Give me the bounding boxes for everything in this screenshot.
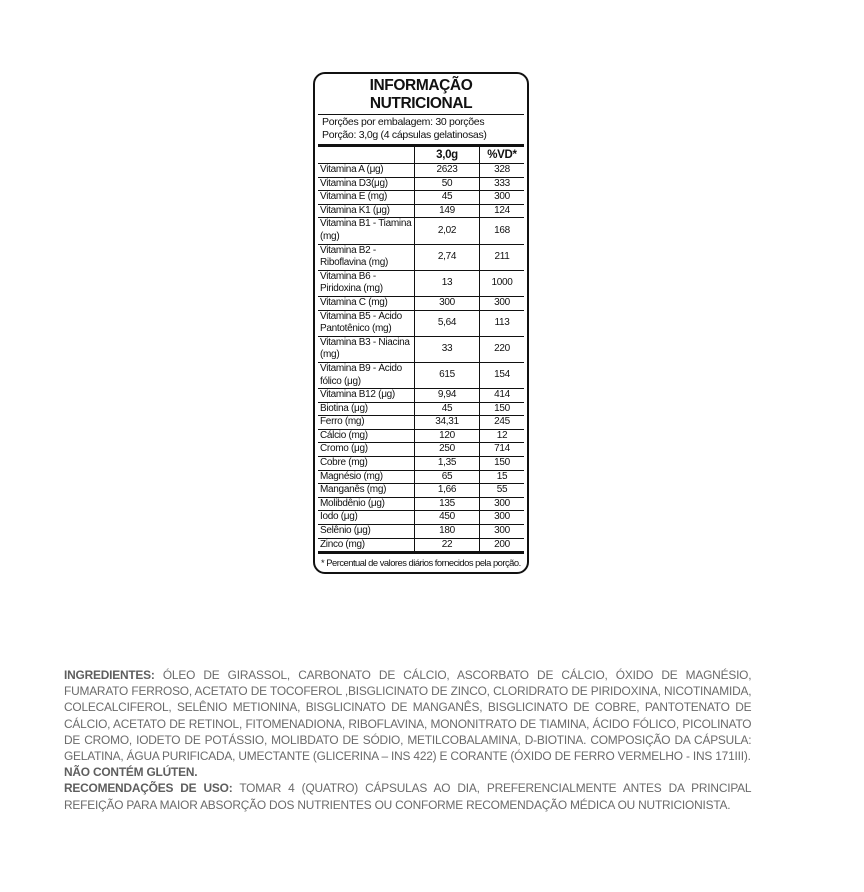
nutrient-name: Cálcio (mg): [318, 429, 415, 443]
header-nutrient: [318, 147, 415, 164]
nutrient-daily-value: 150: [480, 457, 525, 471]
label-title: INFORMAÇÃO NUTRICIONAL: [318, 76, 524, 115]
nutrition-table-body: [318, 164, 524, 552]
nutrient-quantity: 2,02: [415, 218, 480, 244]
nutrient-name: Vitamina D3(μg): [318, 177, 415, 191]
recommendations-paragraph: [64, 780, 751, 812]
footnote: * Percentual de valores diários fornecidos pela porção.: [318, 552, 524, 568]
servings-per-package: Porções por embalagem: 30 porções: [322, 116, 485, 128]
nutrient-name: Vitamina B1 - Tiamina (mg): [318, 218, 415, 244]
ingredients-block: [64, 667, 751, 813]
table-row: [318, 511, 524, 525]
nutrient-name: Magnésio (mg): [318, 470, 415, 484]
nutrient-daily-value: 333: [480, 177, 525, 191]
nutrient-name: Vitamina C (mg): [318, 296, 415, 310]
nutrient-daily-value: 220: [480, 336, 525, 362]
table-row: [318, 362, 524, 388]
table-row: [318, 177, 524, 191]
nutrient-quantity: 2,74: [415, 244, 480, 270]
nutrient-daily-value: 12: [480, 429, 525, 443]
nutrient-daily-value: 245: [480, 416, 525, 430]
table-row: [318, 402, 524, 416]
nutrient-quantity: 2623: [415, 164, 480, 178]
table-row: [318, 336, 524, 362]
nutrient-daily-value: 300: [480, 511, 525, 525]
nutrient-daily-value: 168: [480, 218, 525, 244]
table-row: [318, 497, 524, 511]
nutrient-name: Cromo (μg): [318, 443, 415, 457]
table-row: [318, 484, 524, 498]
nutrient-name: Selênio (μg): [318, 525, 415, 539]
nutrient-name: Biotina (μg): [318, 402, 415, 416]
portion-size: Porção: 3,0g (4 cápsulas gelatinosas): [322, 129, 487, 141]
table-row: [318, 416, 524, 430]
nutrient-daily-value: 124: [480, 204, 525, 218]
nutrient-daily-value: 714: [480, 443, 525, 457]
nutrient-name: Ferro (mg): [318, 416, 415, 430]
nutrient-name: Vitamina B5 - Ácido Pantotênico (mg): [318, 310, 415, 336]
nutrient-quantity: 9,94: [415, 389, 480, 403]
nutrient-quantity: 450: [415, 511, 480, 525]
nutrient-quantity: 5,64: [415, 310, 480, 336]
table-row: [318, 429, 524, 443]
table-row: [318, 538, 524, 552]
table-row: [318, 164, 524, 178]
nutrient-quantity: 33: [415, 336, 480, 362]
nutrient-name: Vitamina B3 - Niacina (mg): [318, 336, 415, 362]
nutrient-daily-value: 1000: [480, 270, 525, 296]
nutrient-quantity: 50: [415, 177, 480, 191]
table-row: [318, 389, 524, 403]
gluten-statement: [64, 764, 751, 780]
table-row: [318, 310, 524, 336]
nutrient-daily-value: 300: [480, 191, 525, 205]
table-row: [318, 270, 524, 296]
nutrient-quantity: 45: [415, 191, 480, 205]
nutrient-quantity: 34,31: [415, 416, 480, 430]
nutrient-quantity: 250: [415, 443, 480, 457]
nutrient-name: Vitamina A (μg): [318, 164, 415, 178]
nutrient-daily-value: 200: [480, 538, 525, 552]
nutrient-daily-value: 414: [480, 389, 525, 403]
table-header-row: [318, 147, 524, 164]
table-row: [318, 204, 524, 218]
table-row: [318, 457, 524, 471]
ingredients-heading: INGREDIENTES:: [64, 668, 155, 682]
nutrient-daily-value: 113: [480, 310, 525, 336]
nutrient-quantity: 135: [415, 497, 480, 511]
nutrient-name: Molibdênio (μg): [318, 497, 415, 511]
table-row: [318, 244, 524, 270]
header-quantity: 3,0g: [415, 147, 480, 164]
nutrient-name: Zinco (mg): [318, 538, 415, 552]
nutrient-quantity: 65: [415, 470, 480, 484]
nutrient-daily-value: 154: [480, 362, 525, 388]
nutrient-name: Vitamina B2 - Riboflavina (mg): [318, 244, 415, 270]
ingredients-paragraph: [64, 667, 751, 764]
nutrient-daily-value: 300: [480, 525, 525, 539]
nutrient-daily-value: 211: [480, 244, 525, 270]
nutrient-quantity: 300: [415, 296, 480, 310]
table-row: [318, 191, 524, 205]
nutrient-name: Iodo (μg): [318, 511, 415, 525]
nutrient-quantity: 22: [415, 538, 480, 552]
serving-info: [318, 115, 524, 146]
nutrient-daily-value: 300: [480, 296, 525, 310]
nutrient-name: Vitamina B9 - Ácido fólico (μg): [318, 362, 415, 388]
nutrient-daily-value: 300: [480, 497, 525, 511]
nutrient-quantity: 45: [415, 402, 480, 416]
nutrient-daily-value: 55: [480, 484, 525, 498]
table-row: [318, 296, 524, 310]
nutrient-quantity: 180: [415, 525, 480, 539]
nutrient-name: Vitamina E (mg): [318, 191, 415, 205]
gluten-text: NÃO CONTÉM GLÚTEN.: [64, 765, 198, 780]
nutrient-quantity: 1,66: [415, 484, 480, 498]
table-row: [318, 218, 524, 244]
table-row: [318, 443, 524, 457]
nutrient-daily-value: 15: [480, 470, 525, 484]
nutrient-name: Vitamina K1 (μg): [318, 204, 415, 218]
nutrient-quantity: 13: [415, 270, 480, 296]
nutrient-quantity: 120: [415, 429, 480, 443]
nutrition-table: [318, 146, 524, 552]
nutrient-name: Manganês (mg): [318, 484, 415, 498]
nutrient-name: Vitamina B12 (μg): [318, 389, 415, 403]
nutrient-quantity: 1,35: [415, 457, 480, 471]
nutrient-quantity: 615: [415, 362, 480, 388]
nutrition-facts-label: [313, 72, 529, 574]
table-row: [318, 470, 524, 484]
nutrient-quantity: 149: [415, 204, 480, 218]
ingredients-text: ÓLEO DE GIRASSOL, CARBONATO DE CÁLCIO, ASCORBATO DE CÁLCIO, ÓXIDO DE MAGNÉSIO, FUMARATO FERROSO, ACETATO DE TOCOFEROL ,BISGLICINATO DE ZINCO, CLORIDRATO DE PIRIDOXINA, NICOTINAMIDA, COLECALCIFEROL, SELÊNIO METIONINA, BISGLICINATO DE MANGANÊS, BISGLICINATO DE COBRE, PANTOTENATO DE CÁLCIO, ACETATO DE RETINOL, FITOMENADIONA, RIBOFLAVINA, MONONITRATO DE TIAMINA, ÁCIDO FÓLICO, PICOLINATO DE CROMO, IODETO DE POTÁSSIO, MOLIBDATO DE SÓDIO, METILCOBALAMINA, D-BIOTINA. COMPOSIÇÃO DA CÁPSULA: GELATINA, ÁGUA PURIFICADA, UMECTANTE (GLICERINA – INS 422) E CORANTE (ÓXIDO DE FERRO VERMELHO - INS 171III).: [64, 668, 752, 764]
nutrient-name: Vitamina B6 - Piridoxina (mg): [318, 270, 415, 296]
table-row: [318, 525, 524, 539]
recommendations-text: TOMAR 4 (QUATRO) CÁPSULAS AO DIA, PREFERENCIALMENTE ANTES DA PRINCIPAL REFEIÇÃO PARA MAIOR ABSORÇÃO DOS NUTRIENTES OU CONFORME RECOMENDAÇÃO MÉDICA OU NUTRICIONISTA.: [64, 781, 752, 812]
nutrient-name: Cobre (mg): [318, 457, 415, 471]
recommendations-heading: RECOMENDAÇÕES DE USO:: [64, 781, 233, 796]
header-daily-value: %VD*: [480, 147, 525, 164]
nutrient-daily-value: 150: [480, 402, 525, 416]
nutrient-daily-value: 328: [480, 164, 525, 178]
